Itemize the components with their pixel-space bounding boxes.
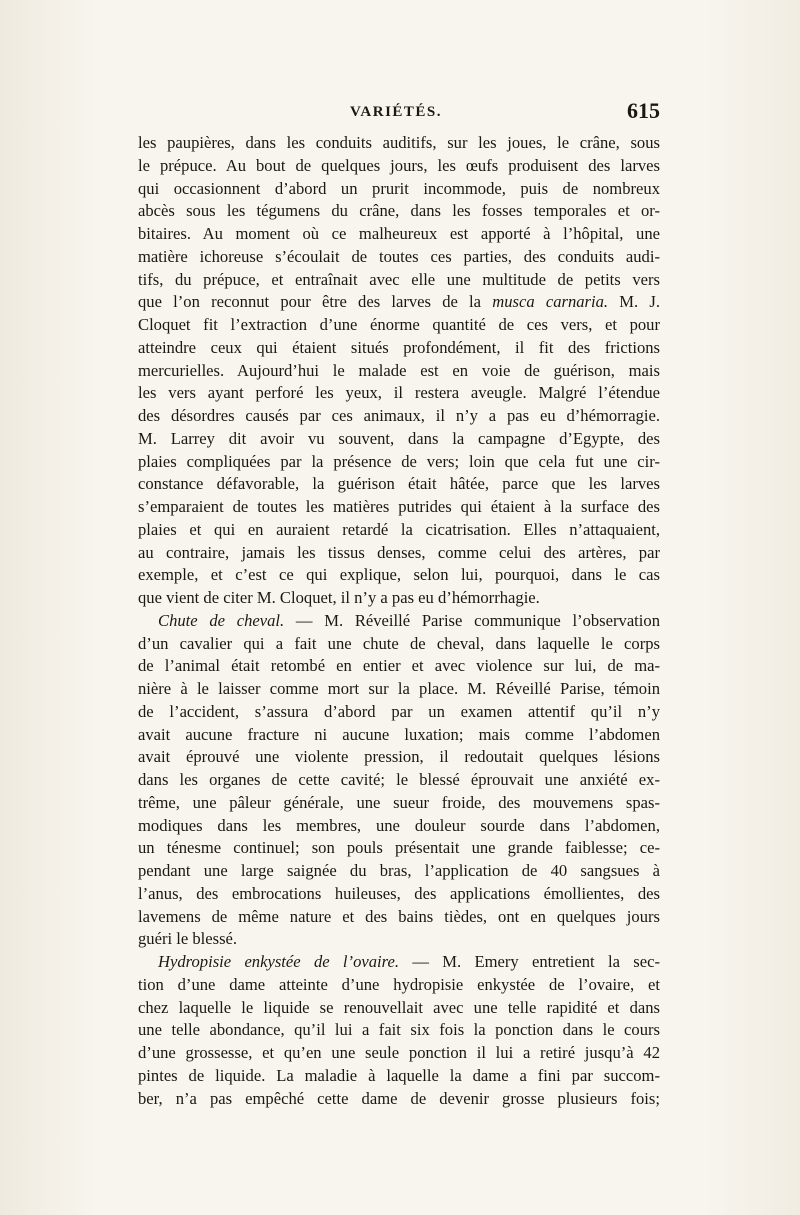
text-line (138, 1065, 660, 1088)
text-run: avait éprouvé une violente pression, il redoutait quelques lésions (138, 747, 660, 767)
body-text (138, 132, 660, 1110)
text-line (138, 360, 660, 383)
text-run: mercurielles. Aujourd’hui le malade est en voie de guérison, mais (138, 360, 660, 380)
text-line (138, 1042, 660, 1065)
text-line (138, 610, 660, 633)
text-line (138, 928, 660, 951)
text-run: M. Larrey dit avoir vu souvent, dans la campagne d’Egypte, des (138, 428, 660, 448)
text-line (138, 678, 660, 701)
page-header (140, 98, 660, 128)
text-run: un ténesme continuel; son pouls présentait une grande faiblesse; ce- (138, 838, 660, 858)
text-line (138, 792, 660, 815)
text-run: — M. Réveillé Parise communique l’observation (284, 610, 660, 630)
text-line (138, 997, 660, 1020)
text-run: l’anus, des embrocations huileuses, des applications émollientes, des (138, 883, 660, 903)
text-run: Cloquet fit l’extraction d’une énorme quantité de ces vers, et pour (138, 315, 660, 334)
text-line (138, 451, 660, 474)
text-run: M. J. (608, 292, 660, 312)
text-line (138, 1019, 660, 1042)
text-run: des désordres causés par ces animaux, il n’y a pas eu d’hémorragie. (138, 406, 660, 425)
text-run: le prépuce. Au bout de quelques jours, les œufs produisent des larves (138, 155, 660, 175)
text-line (138, 587, 660, 610)
text-line (138, 860, 660, 883)
text-line (138, 405, 660, 428)
text-run: pendant une large saignée du bras, l’application de 40 sangsues à (138, 861, 660, 880)
text-line (138, 223, 660, 246)
page-number: 615 (627, 98, 660, 123)
text-line (138, 633, 660, 656)
text-run: qui occasionnent d’abord un prurit incommode, puis de nombreux (138, 178, 660, 198)
text-line (138, 746, 660, 769)
text-line (138, 815, 660, 838)
text-run: que vient de citer M. Cloquet, il n’y a pas eu d’hémorrhagie. (138, 588, 540, 607)
text-line (138, 837, 660, 860)
text-run: les vers ayant perforé les yeux, il restera aveugle. Malgré l’étendue (138, 383, 660, 403)
text-run: bitaires. Au moment où ce malheureux est apporté à l’hôpital, une (138, 224, 660, 243)
text-line (138, 269, 660, 292)
text-run: de l’accident, s’assura d’abord par un examen attentif qu’il n’y (138, 701, 660, 721)
text-run: constance défavorable, la guérison était hâtée, parce que les larves (138, 474, 660, 494)
text-run: exemple, et c’est ce qui explique, selon lui, pourquoi, dans le cas (138, 565, 660, 585)
text-line (138, 951, 660, 974)
text-line (138, 473, 660, 496)
text-run: matière ichoreuse s’écoulait de toutes ces parties, des conduits audi- (138, 246, 660, 266)
text-run: d’une grossesse, et qu’en une seule ponction il lui a retiré jusqu’à 42 (138, 1043, 660, 1062)
text-run: modiques dans les membres, une douleur sourde dans l’abdomen, (138, 815, 660, 835)
text-line (138, 132, 660, 155)
text-line (138, 382, 660, 405)
text-run: au contraire, jamais les tissus denses, comme celui des artères, par (138, 542, 660, 562)
text-line (138, 542, 660, 565)
text-run: dans les organes de cette cavité; le blessé éprouvait une anxiété ex- (138, 770, 660, 789)
text-run: pintes de liquide. La maladie à laquelle la dame a fini par succom- (138, 1065, 660, 1085)
text-line (138, 519, 660, 542)
italic-run: Hydropisie enkystée de l’ovaire. (158, 952, 399, 971)
text-run: — M. Emery entretient la sec- (399, 952, 660, 971)
text-run: trême, une pâleur générale, une sueur froide, des mouvemens spas- (138, 792, 660, 812)
text-run: nière à le laisser comme mort sur la place. M. Réveillé Parise, témoin (138, 679, 660, 698)
text-run: plaies et qui en auraient retardé la cicatrisation. Elles n’attaquaient, (138, 519, 660, 539)
text-line (138, 769, 660, 792)
text-run: d’un cavalier qui a fait une chute de cheval, dans laquelle le corps (138, 633, 660, 653)
text-line (138, 246, 660, 269)
text-line (138, 1088, 660, 1111)
text-line (138, 155, 660, 178)
text-line (138, 291, 660, 314)
text-line (138, 200, 660, 223)
text-run: abcès sous les tégumens du crâne, dans les fosses temporales et or- (138, 201, 660, 221)
text-run: guéri le blessé. (138, 929, 238, 949)
text-line (138, 428, 660, 451)
running-title: VARIÉTÉS. (350, 104, 443, 120)
text-run: tifs, du prépuce, et entraînait avec elle une multitude de petits vers (138, 269, 660, 289)
text-line (138, 655, 660, 678)
text-line (138, 564, 660, 587)
text-run: avait aucune fracture ni aucune luxation; mais comme l’abdomen (138, 724, 660, 744)
text-run: que l’on reconnut pour être des larves de la (138, 292, 493, 312)
text-run: chez laquelle le liquide se renouvellait avec une telle rapidité et dans (138, 997, 660, 1017)
italic-run: Chute de cheval. (158, 610, 285, 630)
text-line (138, 496, 660, 519)
text-run: atteindre ceux qui étaient situés profondément, il fit des frictions (138, 337, 660, 357)
text-line (138, 883, 660, 906)
text-run: s’emparaient de toutes les matières putrides qui étaient à la surface des (138, 497, 660, 516)
text-run: de l’animal était retombé en entier et avec violence sur lui, de ma- (138, 656, 660, 676)
text-run: une telle abondance, qu’il lui a fait six fois la ponction dans le cours (138, 1020, 660, 1040)
text-line (138, 314, 660, 337)
text-run: tion d’une dame atteinte d’une hydropisie enkystée de l’ovaire, et (138, 974, 660, 994)
text-line (138, 974, 660, 997)
text-run: les paupières, dans les conduits auditifs, sur les joues, le crâne, sous (138, 133, 660, 152)
text-line (138, 178, 660, 201)
text-run: plaies compliquées par la présence de vers; loin que cela fut une cir- (138, 451, 660, 471)
text-line (138, 701, 660, 724)
text-run: ber, n’a pas empêché cette dame de devenir grosse plusieurs fois; (138, 1088, 660, 1108)
text-line (138, 906, 660, 929)
italic-run: musca carnaria. (492, 292, 609, 312)
text-line (138, 337, 660, 360)
text-line (138, 724, 660, 747)
text-run: lavemens de même nature et des bains tièdes, ont en quelques jours (138, 906, 660, 926)
